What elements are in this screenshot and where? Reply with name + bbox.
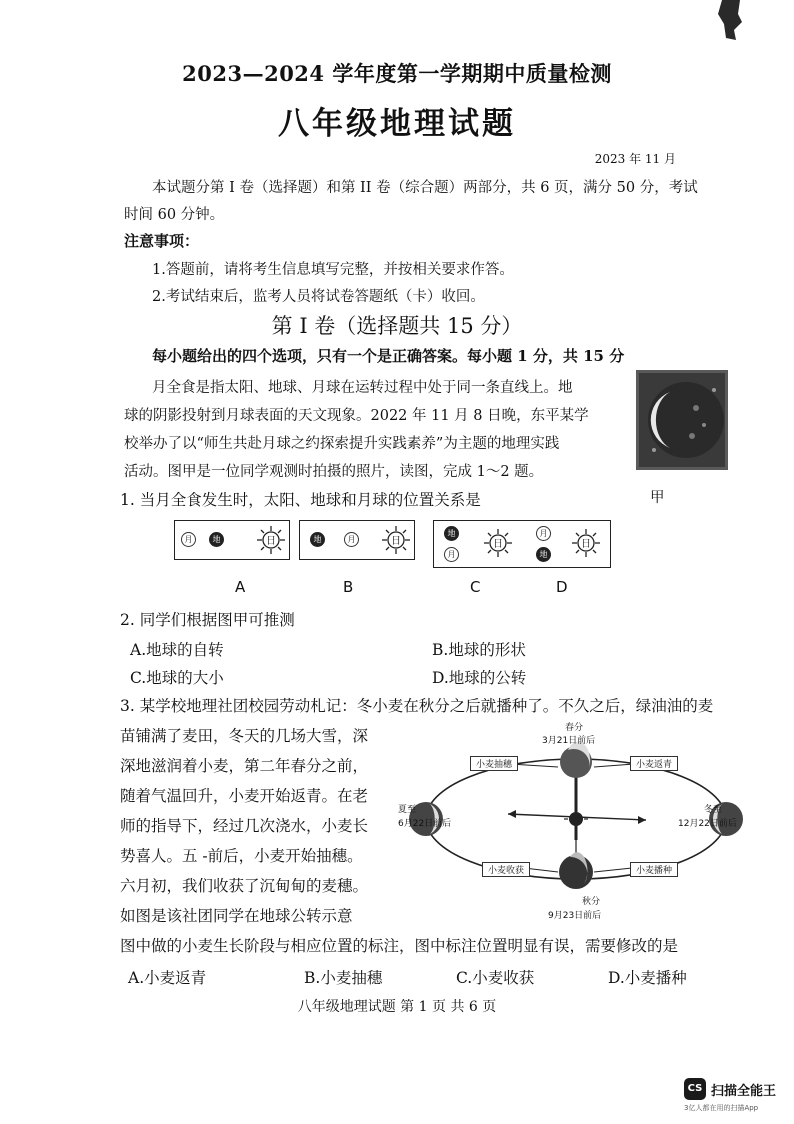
section-instruction: 每小题给出的四个选项，只有一个是正确答案。每小题 1 分，共 15 分 (152, 347, 625, 365)
q2-option-a[interactable]: A.地球的自转 (130, 641, 224, 659)
q2-option-c[interactable]: C.地球的大小 (130, 669, 224, 687)
scan-edge-artifact (716, 0, 746, 40)
summer-solstice-label: 夏至 (398, 805, 417, 815)
autumn-equinox-date: 9月23日前后 (548, 911, 602, 921)
spring-equinox-date: 3月21日前后 (542, 736, 596, 746)
q1-diagram-a (174, 520, 290, 560)
exam-name: 2023—2024 学年度第一学期期中质量检测 (182, 61, 612, 86)
q1-stem: 1. 当月全食发生时，太阳、地球和月球的位置关系是 (120, 491, 481, 509)
moon-photo (636, 370, 728, 470)
page-title: 八年级地理试题 (278, 106, 516, 142)
earth-icon: 地 (536, 547, 551, 562)
sun-icon (257, 526, 285, 558)
q1-diagram-b (299, 520, 415, 560)
q3-line-8: 如图是该社团同学在地球公转示意 (120, 907, 353, 925)
q1-diagram-d (528, 520, 611, 568)
spring-equinox-label: 春分 (565, 723, 584, 733)
earth-icon: 地 (310, 532, 325, 547)
summer-solstice-date: 6月22日前后 (398, 819, 452, 829)
winter-solstice-date: 12月22日前后 (678, 819, 737, 829)
notes-item-1: 1.答题前，请将考生信息填写完整，并按相关要求作答。 (152, 262, 514, 278)
tag-wheat-sowing: 小麦播种 (630, 862, 678, 877)
moon-icon: 月 (536, 526, 551, 541)
autumn-equinox-label: 秋分 (582, 897, 601, 907)
photo-caption: 甲 (650, 490, 665, 506)
q3-line-7: 六月初，我们收获了沉甸甸的麦穗。 (120, 877, 369, 895)
intro-line-2: 时间 60 分钟。 (124, 207, 225, 223)
q3-line-6: 势喜人。五 -前后，小麦开始抽穗。 (120, 847, 363, 865)
scanner-brand: 扫描全能王 (710, 1083, 776, 1099)
passage-line-4: 活动。图甲是一位同学观测时拍摄的照片，读图，完成 1～2 题。 (124, 464, 544, 480)
q3-line-5: 师的指导下，经过几次浇水，小麦长 (120, 817, 369, 835)
exam-date: 2023 年 11 月 (594, 152, 676, 166)
svg-text:日: 日 (493, 539, 503, 550)
tag-wheat-greening: 小麦返青 (630, 756, 678, 771)
q2-stem: 2. 同学们根据图甲可推测 (120, 611, 295, 629)
tag-wheat-harvest: 小麦收获 (482, 862, 530, 877)
winter-solstice-label: 冬至 (704, 805, 723, 815)
sun-icon (564, 807, 588, 831)
intro-line-1: 本试题分第 I 卷（选择题）和第 II 卷（综合题）两部分，共 6 页，满分 50 分，考试 (152, 180, 698, 196)
tag-wheat-heading: 小麦抽穗 (470, 756, 518, 771)
orbit-diagram (398, 712, 748, 924)
earth-icon: 地 (209, 532, 224, 547)
earth-icon: 地 (444, 526, 459, 541)
q3-option-a[interactable]: A.小麦返青 (128, 969, 207, 987)
sun-icon (382, 526, 410, 558)
svg-text:日: 日 (581, 539, 591, 550)
q1-option-c[interactable]: C (470, 578, 481, 596)
page-footer: 八年级地理试题 第 1 页 共 6 页 (297, 999, 497, 1015)
notes-heading: 注意事项： (124, 232, 200, 250)
q2-option-b[interactable]: B.地球的形状 (432, 641, 526, 659)
moon-icon: 月 (181, 532, 196, 547)
passage-line-1: 月全食是指太阳、地球、月球在运转过程中处于同一条直线上。地 (152, 380, 573, 396)
q3-line-3: 深地滋润着小麦，第二年春分之前， (120, 757, 369, 775)
sun-icon (572, 529, 600, 561)
q3-line-1: 3. 某学校地理社团校园劳动札记：冬小麦在秋分之后就播种了。不久之后，绿油油的麦 (120, 697, 714, 715)
q3-line-4: 随着气温回升，小麦开始返青。在老 (120, 787, 369, 805)
q3-option-c[interactable]: C.小麦收获 (456, 969, 535, 987)
section-title: 第 I 卷（选择题共 15 分） (271, 314, 523, 338)
q1-option-b[interactable]: B (343, 578, 354, 596)
moon-icon: 月 (344, 532, 359, 547)
passage-line-2: 球的阴影投射到月球表面的天文现象。2022 年 11 月 8 日晚，东平某学 (124, 408, 589, 424)
notes-item-2: 2.考试结束后，监考人员将试卷答题纸（卡）收回。 (152, 289, 485, 305)
scanner-tagline: 3亿人都在用的扫描App (683, 1104, 759, 1112)
q1-option-a[interactable]: A (235, 578, 246, 596)
q3-line-9: 图中做的小麦生长阶段与相应位置的标注，图中标注位置明显有误，需要修改的是 (120, 937, 679, 955)
passage-line-3: 校举办了以“师生共赴月球之约探索提升实践素养”为主题的地理实践 (124, 436, 560, 452)
moon-icon: 月 (444, 547, 459, 562)
q3-option-b[interactable]: B.小麦抽穗 (304, 969, 383, 987)
svg-text:日: 日 (266, 536, 276, 547)
q1-option-d[interactable]: D (556, 578, 568, 596)
q2-option-d[interactable]: D.地球的公转 (432, 669, 527, 687)
svg-text:日: 日 (391, 536, 401, 547)
q3-option-d[interactable]: D.小麦播种 (608, 969, 687, 987)
q3-line-2: 苗铺满了麦田，冬天的几场大雪，深 (120, 727, 369, 745)
scanner-watermark (684, 1078, 776, 1113)
scanner-logo-icon: CS (684, 1078, 706, 1100)
sun-icon (484, 529, 512, 561)
